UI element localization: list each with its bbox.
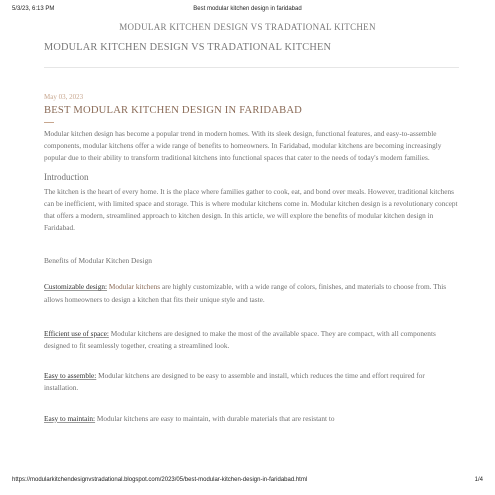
post-date: May 03, 2023	[44, 93, 84, 101]
benefit-text: Modular kitchens are easy to maintain, with durable materials that are resistant to	[95, 413, 335, 423]
benefits-heading: Benefits of Modular Kitchen Design	[44, 256, 152, 266]
benefit-efficient-space	[44, 328, 459, 352]
benefit-text: are highly customizable, with a wide range of colors, finishes, and materials to choose from. This allows homeowners to design a kitchen that fits their unique style and taste.	[44, 282, 447, 304]
post-intro-paragraph: Modular kitchen design has become a popular trend in modern homes. With its sleek design, functional features, and easy-to-assemble components, modular kitchens offer a wide range of benefits to homeowners. In Faridabad, modular kitchens are becoming increasingly popular due to their ability to transform traditional kitchens into functional spaces that cater to the needs of today's modern families.	[44, 129, 442, 163]
benefit-text: Modular kitchens are designed to be easy to assemble and install, which reduces the time and effort required for installation.	[44, 371, 425, 393]
benefit-easy-assemble	[44, 370, 459, 394]
benefit-term: Easy to assemble:	[44, 371, 97, 381]
benefit-term: Customizable design:	[44, 282, 108, 292]
introduction-paragraph: The kitchen is the heart of every home. It is the place where families gather to cook, eat, and bond over meals. However, traditional kitchens can be inefficient, with limited space and storage. This is where modular kitchens come in. Modular kitchen design is a revolutionary concept that offers a modern, streamlined approach to kitchen design. In this article, we will explore the benefits of modular kitchen design in Faridabad.	[44, 186, 458, 233]
print-header	[12, 6, 483, 16]
benefit-easy-maintain	[44, 413, 459, 425]
introduction-heading: Introduction	[44, 171, 89, 182]
benefit-text: Modular kitchens are designed to make the most of the available space. They are compact, with all components designed to fit seamlessly together, creating a streamlined look.	[44, 328, 436, 351]
print-footer-url: https://modularkitchendesignvstradational.blogspot.com/2023/05/best-modular-kitchen-design-in-faridabad.html	[12, 477, 308, 483]
print-footer	[12, 477, 483, 487]
benefit-term: Easy to maintain:	[44, 413, 96, 423]
post-title[interactable]: BEST MODULAR KITCHEN DESIGN IN FARIDABAD	[44, 105, 303, 116]
blog-subtitle: MODULAR KITCHEN DESIGN VS TRADATIONAL KITCHEN	[44, 42, 332, 53]
title-accent-rule	[44, 122, 54, 123]
print-timestamp: 5/3/23, 6:13 PM	[12, 6, 55, 12]
header-divider	[44, 67, 459, 68]
benefit-term: Efficient use of space:	[44, 328, 109, 338]
print-page-title: Best modular kitchen design in faridabad	[193, 6, 302, 12]
post-content	[44, 42, 459, 425]
benefit-customizable	[44, 281, 459, 305]
blog-header-title[interactable]: MODULAR KITCHEN DESIGN VS TRADATIONAL KITCHEN	[119, 22, 376, 32]
modular-kitchens-link[interactable]: Modular kitchens	[108, 282, 161, 292]
print-page-number: 1/4	[474, 477, 483, 483]
